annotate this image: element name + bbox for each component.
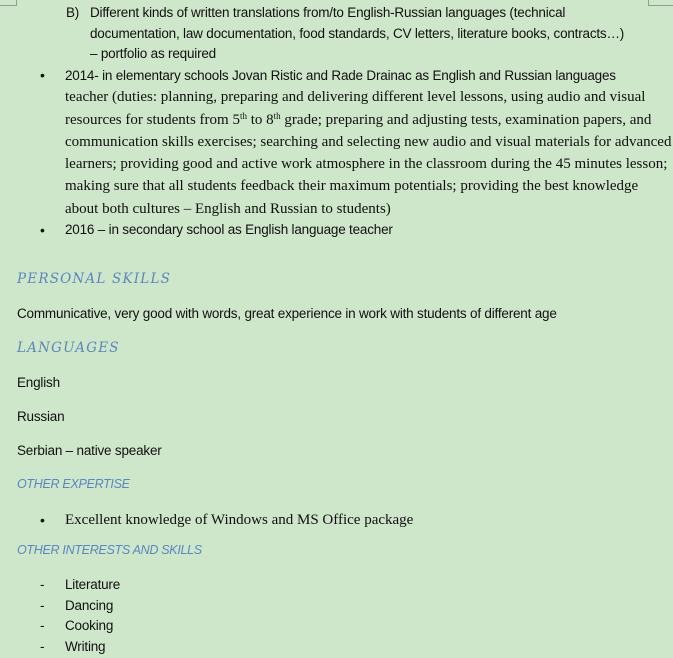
page-corner-mark-right <box>648 0 673 6</box>
duties-text-1: teacher (duties: planning, preparing and delivering different level lessons, using audio and visual resources for students from 5 <box>65 89 646 128</box>
bullet-icon: • <box>40 67 45 83</box>
superscript: th <box>239 110 247 121</box>
interest-text: Writing <box>65 639 106 655</box>
personal-skills-heading: PERSONAL SKILLS <box>17 271 172 287</box>
bullet-icon: • <box>40 512 45 528</box>
superscript: th <box>273 110 281 121</box>
job-intro: 2016 – in secondary school as English language teacher <box>65 222 393 238</box>
job-list <box>40 65 673 240</box>
job-intro: 2014- in elementary schools Jovan Ristic and Rade Drainac as English and Russian languages <box>65 68 616 83</box>
personal-skills-text: Communicative, very good with words, great experience in work with students of different age <box>17 306 557 321</box>
page-corner-mark-left <box>0 0 17 6</box>
language-item: Russian <box>17 409 65 424</box>
item-text: Different kinds of written translations from/to English-Russian languages (technical documentation, law documentation, food standards, CV letters, literature books, contracts…) – portfolio as required <box>90 5 625 61</box>
duties-text-2: to 8 <box>246 111 274 128</box>
interest-text: Dancing <box>65 597 114 613</box>
languages-heading: LANGUAGES <box>17 340 120 356</box>
dash-icon: - <box>40 618 45 634</box>
expertise-item <box>40 511 413 529</box>
dash-icon: - <box>40 597 45 613</box>
job-duties <box>65 89 671 216</box>
interest-item <box>40 637 120 658</box>
interest-item <box>40 596 120 617</box>
translation-item <box>66 3 626 65</box>
dash-icon: - <box>40 639 45 655</box>
job-item-2014 <box>40 65 673 220</box>
expertise-text: Excellent knowledge of Windows and MS Office package <box>65 512 414 528</box>
job-item-2016 <box>40 220 673 240</box>
dash-icon: - <box>40 577 45 592</box>
language-item: Serbian – native speaker <box>17 443 162 458</box>
interest-text: Literature <box>65 577 121 592</box>
other-expertise-heading: OTHER EXPERTISE <box>17 477 130 491</box>
language-item: English <box>17 375 60 390</box>
interests-list <box>40 575 120 658</box>
interest-text: Cooking <box>65 618 114 634</box>
item-label: B) <box>66 5 80 20</box>
duties-text-3: grade; preparing and adjusting tests, examination papers, and communication skills exercises; searching and selecting new audio and visual materials for advanced learners; providing good and active work atmosphere in the classroom during the 45 minutes lesson; making sure that all students feedback their maximum potentials; providing the best knowledge about both cultures – English and Russian to students) <box>65 111 672 217</box>
bullet-icon: • <box>40 222 45 239</box>
other-interests-heading: OTHER INTERESTS AND SKILLS <box>17 543 202 557</box>
interest-item <box>40 616 120 637</box>
interest-item <box>40 575 120 596</box>
expertise-list <box>40 511 413 529</box>
